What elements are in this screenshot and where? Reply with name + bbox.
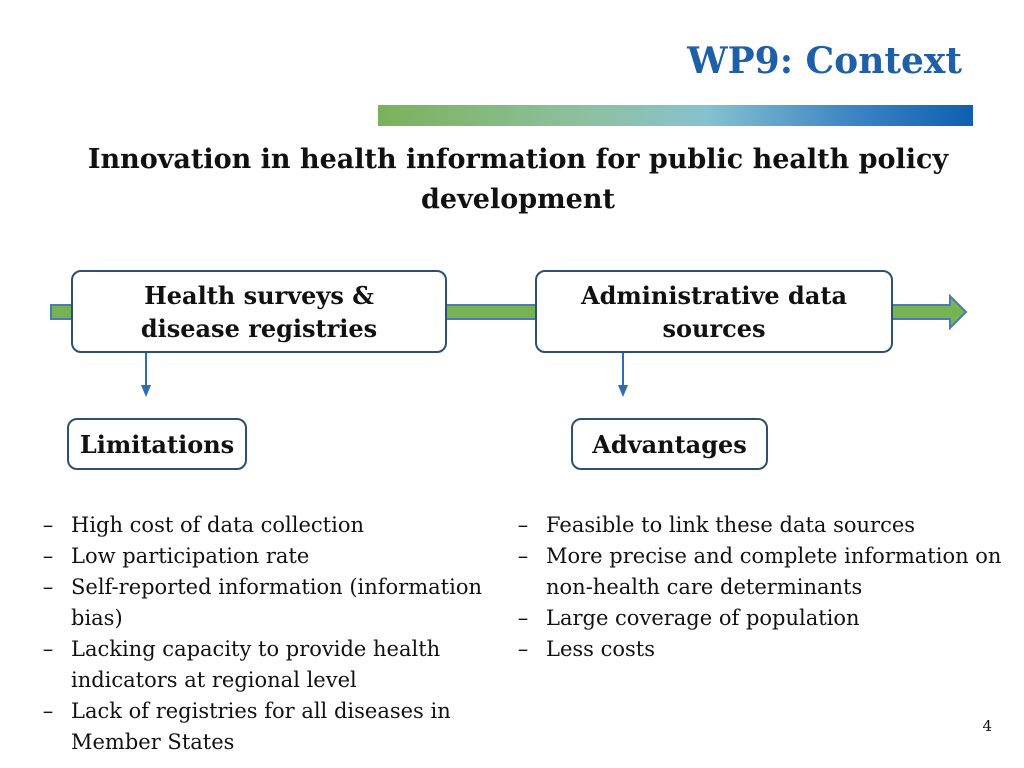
list-item — [512, 603, 1017, 634]
list-item — [37, 510, 507, 541]
limitations-box — [67, 418, 247, 470]
down-arrow-left-head — [141, 385, 151, 397]
down-arrow-right-head — [618, 385, 628, 397]
list-item-text: Self-reported information (information bias) — [71, 575, 482, 630]
limitations-label: Limitations — [79, 429, 235, 459]
list-item — [512, 634, 1017, 665]
list-item — [37, 541, 507, 572]
list-item-text: Lacking capacity to provide health indicators at regional level — [71, 637, 441, 692]
dash-marker: – — [517, 544, 529, 568]
list-item-text: Large coverage of population — [546, 606, 860, 630]
list-item-text: High cost of data collection — [71, 513, 365, 537]
health-surveys-box — [71, 270, 447, 353]
dash-marker: – — [42, 637, 54, 661]
advantages-list — [512, 510, 1017, 665]
list-item-text: More precise and complete information on non-health care determinants — [546, 544, 1002, 599]
list-item — [512, 541, 1017, 603]
dash-marker: – — [517, 513, 529, 537]
dash-marker: – — [517, 637, 529, 661]
list-item-text: Feasible to link these data sources — [546, 513, 916, 537]
dash-marker: – — [42, 575, 54, 599]
slide-title: WP9: Context — [687, 40, 962, 82]
list-item-text: Low participation rate — [71, 544, 310, 568]
list-item — [37, 634, 507, 696]
list-item — [37, 696, 507, 758]
administrative-data-box — [535, 270, 893, 353]
administrative-data-label: Administrative data sources — [580, 280, 847, 343]
health-surveys-label: Health surveys & disease registries — [140, 280, 378, 343]
list-item-text: Less costs — [546, 637, 655, 661]
dash-marker: – — [42, 699, 54, 723]
list-item — [512, 510, 1017, 541]
list-item-text: Lack of registries for all diseases in Member States — [71, 699, 451, 754]
list-item — [37, 572, 507, 634]
slide-subtitle: Innovation in health information for public health policy development — [87, 144, 949, 215]
advantages-label: Advantages — [592, 429, 747, 459]
dash-marker: – — [42, 544, 54, 568]
advantages-box — [571, 418, 768, 470]
dash-marker: – — [517, 606, 529, 630]
page-number: 4 — [982, 717, 992, 735]
limitations-list — [37, 510, 507, 758]
dash-marker: – — [42, 513, 54, 537]
